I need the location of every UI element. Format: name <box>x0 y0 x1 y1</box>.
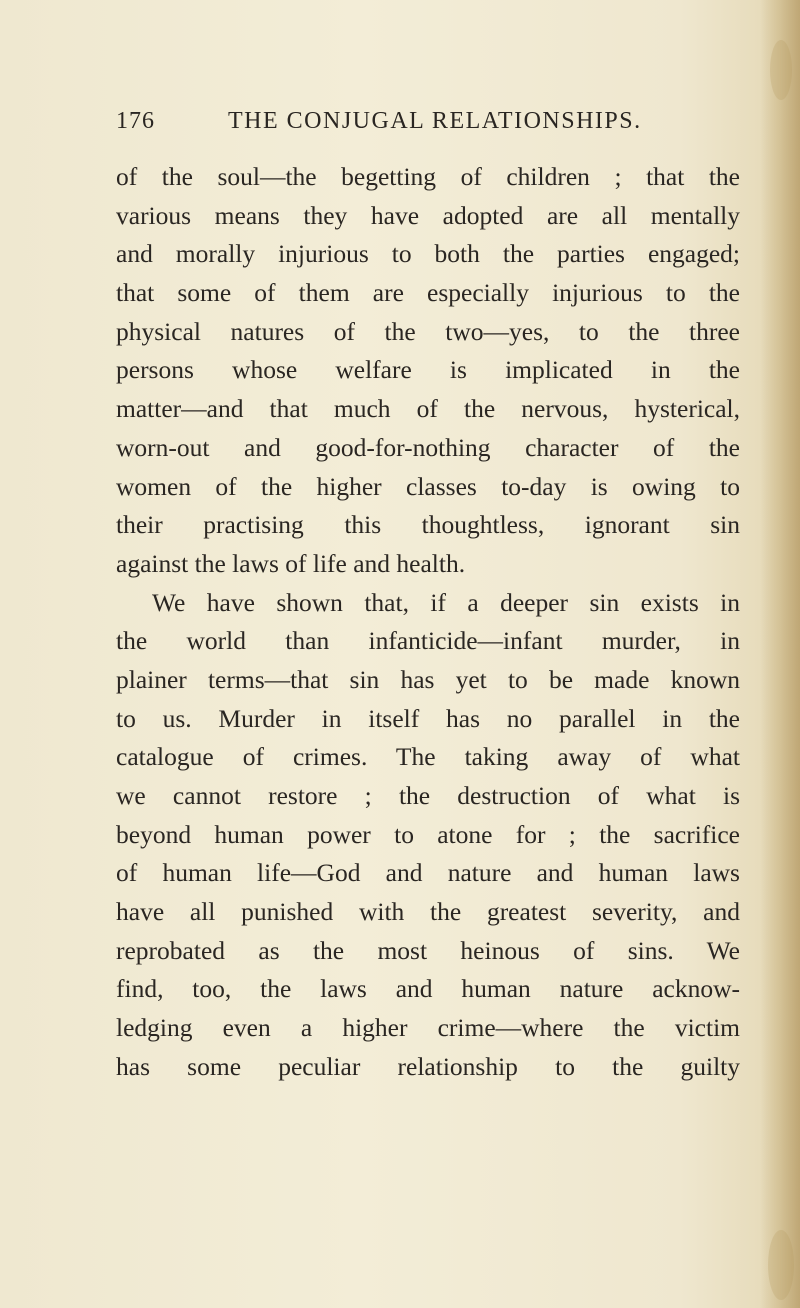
text-line: physical natures of the two—yes, to the three <box>116 316 740 346</box>
text-line: their practising this thoughtless, ignorant sin <box>116 510 740 540</box>
text-line: of human life—God and nature and human laws <box>116 858 740 888</box>
text-line: have all punished with the greatest severity, and <box>116 897 740 927</box>
text-line: persons whose welfare is implicated in the <box>116 355 740 385</box>
text-line: and morally injurious to both the parties engaged; <box>116 239 740 269</box>
text-line: that some of them are especially injurious to the <box>116 278 740 308</box>
page-number: 176 <box>116 108 155 134</box>
text-line: the world than infanticide—infant murder, in <box>116 626 740 656</box>
text-line: reprobated as the most heinous of sins. We <box>116 935 740 965</box>
text-line: has some peculiar relationship to the guilty <box>116 1051 740 1081</box>
body-text <box>116 158 740 1087</box>
text-line: we cannot restore ; the destruction of what is <box>116 781 740 810</box>
text-line: to us. Murder in itself has no parallel in the <box>116 703 740 733</box>
text-line: We have shown that, if a deeper sin exists in <box>152 587 740 617</box>
text-line: plainer terms—that sin has yet to be made known <box>116 664 740 694</box>
text-line: against the laws of life and health. <box>116 548 466 578</box>
text-line: find, too, the laws and human nature acknow- <box>116 974 740 1004</box>
foxing-spot <box>768 1230 794 1300</box>
text-line: beyond human power to atone for ; the sacrifice <box>116 819 740 849</box>
text-line: of the soul—the begetting of children ; that the <box>116 162 740 191</box>
text-line: catalogue of crimes. The taking away of what <box>116 742 740 772</box>
text-line: women of the higher classes to-day is owing to <box>116 471 740 501</box>
text-line: various means they have adopted are all mentally <box>116 200 740 230</box>
page-edge-shading <box>760 0 800 1308</box>
running-head: THE CONJUGAL RELATIONSHIPS. <box>228 108 642 134</box>
text-line: matter—and that much of the nervous, hysterical, <box>116 394 740 424</box>
foxing-spot <box>770 40 792 100</box>
text-line: ledging even a higher crime—where the victim <box>116 1013 740 1043</box>
text-line: worn-out and good-for-nothing character of the <box>116 432 740 462</box>
page-header <box>116 108 736 148</box>
